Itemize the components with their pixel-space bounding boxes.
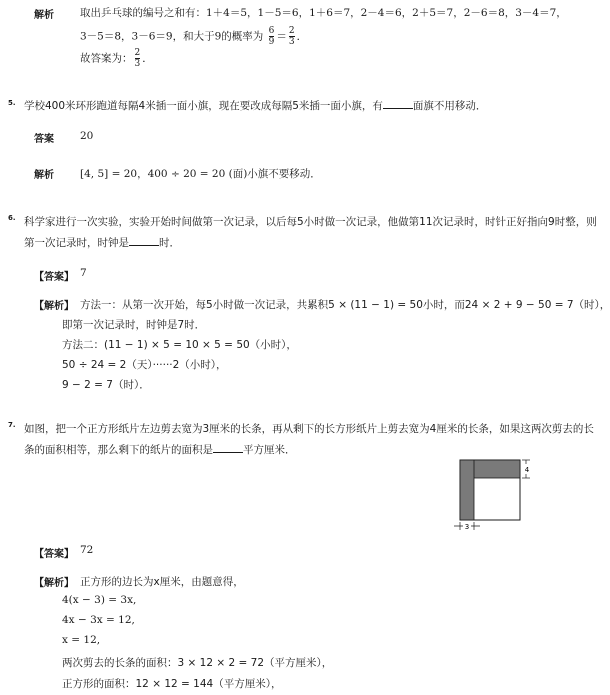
q6-blank [129,235,159,246]
q7-analysis-line4: x = 12, [62,634,101,646]
q6-analysis-line2: 即第一次记录时，时钟是7时． [62,319,206,331]
answer-prefix: 故答案为： [80,52,133,65]
q7-text-post: 平方厘米． [243,444,296,456]
q7-answer-label: 【答案】 [34,549,74,560]
square-figure [450,452,540,532]
left-cut-strip [460,460,474,520]
q7-analysis-label: 【解析】 [34,578,74,589]
frac-den: 3 [134,59,141,69]
period: ． [296,30,308,43]
q6-number: 6. [8,214,16,222]
dim-label-3: 3 [464,523,470,531]
top-analysis-line2 [80,26,307,47]
q7-number: 7. [8,421,16,429]
q6-analysis-line5: 9 − 2 = 7（时）． [62,379,150,391]
fraction-answer [135,48,141,69]
equals-sign: ＝ [276,30,287,43]
q5-analysis-label: 解析 [34,170,54,181]
q6-stem-line2 [24,235,180,250]
frac-num: 2 [134,48,141,58]
q6-text-pre: 第一次记录时，时钟是 [24,237,129,249]
frac-num: 6 [268,26,275,36]
q7-text-pre: 条的面积相等，那么剩下的纸片的面积是 [24,444,213,456]
q5-blank [383,98,413,109]
q6-analysis-line3: 方法二：(11 − 1) × 5 = 10 × 5 = 50（小时）， [62,339,297,351]
top-analysis-label: 解析 [34,10,54,21]
q6-analysis-line1: 方法一：从第一次开始，每5小时做一次记录，共累积5 × (11 − 1) = 50小时，而24 × 2 + 9 − 50 = 7（时）， [80,299,610,311]
q5-text-post: 面旗不用移动． [412,100,487,112]
answer-suffix: ． [142,52,153,65]
dim-label-4: 4 [524,466,530,474]
q7-analysis-line2: 4(x − 3) = 3x, [62,594,137,606]
q5-text-pre: 学校400米环形跑道每隔4米插一面小旗，现在要改成每隔5米插一面小旗，有 [24,100,383,112]
q5-analysis: [4, 5] = 20，400 ÷ 20 = 20 (面)小旗不要移动． [80,168,321,180]
frac-den: 3 [288,37,295,47]
q7-blank [213,442,243,453]
q7-analysis-line5: 两次剪去的长条的面积：3 × 12 × 2 = 72（平方厘米）， [62,657,333,669]
q6-text-post: 时． [159,237,180,249]
frac-den: 9 [268,37,275,47]
top-answer-line [80,48,153,69]
q6-analysis-label: 【解析】 [34,301,74,312]
q5-number: 5. [8,99,16,107]
top-line2-text: 3－5＝8，3－6＝9，和大于9的概率为 [80,30,264,43]
fraction-2-3 [289,26,295,47]
q6-answer-label: 【答案】 [34,272,74,283]
q6-answer: 7 [80,267,87,279]
frac-num: 2 [288,26,295,36]
q5-stem [24,98,486,113]
fraction-6-9 [269,26,275,47]
q5-answer: 20 [80,130,94,142]
q7-analysis-line3: 4x − 3x = 12, [62,614,135,626]
q7-analysis-line6: 正方形的面积：12 × 12 = 144（平方厘米）， [62,678,282,690]
top-analysis-line1: 取出乒乓球的编号之和有：1＋4＝5，1－5＝6，1＋6＝7，2－4＝6，2＋5＝7，2－6＝8，3－4＝7， [80,7,567,19]
q7-analysis-line1: 正方形的边长为x厘米，由题意得， [80,576,244,588]
q7-stem-line2 [24,442,296,457]
q5-answer-label: 答案 [34,134,54,145]
q7-stem-line1: 如图，把一个正方形纸片左边剪去宽为3厘米的长条，再从剩下的长方形纸片上剪去宽为4厘米的长条，如果这两次剪去的长 [24,423,594,435]
q6-analysis-line4: 50 ÷ 24 = 2（天）······2（小时）， [62,359,227,371]
q7-answer: 72 [80,544,94,556]
q6-stem-line1: 科学家进行一次实验，实验开始时间做第一次记录，以后每5小时做一次记录，他做第11次记录时，时针正好指向9时整，则 [24,216,597,228]
